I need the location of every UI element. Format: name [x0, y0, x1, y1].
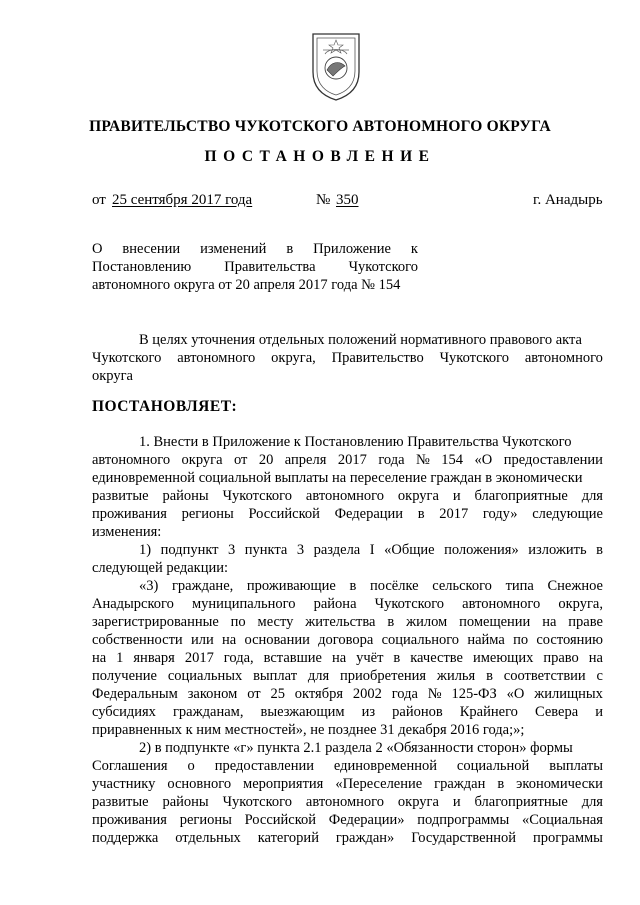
word: Севера	[534, 704, 579, 720]
date-prefix: от	[92, 192, 106, 208]
word: В целях уточнения отдельных положений нормативного правового акта	[139, 332, 582, 348]
word: и	[452, 488, 461, 504]
word: изменения:	[92, 524, 162, 540]
word: 2) в подпункте «г» пункта 2.1 раздела 2 «Обязанности сторон» формы	[139, 740, 573, 756]
word: Чукотского	[222, 488, 292, 504]
word: собственности	[92, 632, 183, 648]
word: предоставлении	[503, 452, 603, 468]
word: социальных	[167, 668, 243, 684]
word: следующей редакции:	[92, 560, 229, 576]
word: Федерации	[334, 506, 404, 522]
word: 1	[116, 650, 124, 666]
word: предоставлении	[214, 758, 314, 774]
word: выплат	[253, 668, 298, 684]
document-subject	[92, 240, 418, 294]
word: 154	[441, 452, 464, 468]
text-line	[92, 505, 603, 523]
word: жилья	[436, 668, 476, 684]
word: учёт	[356, 650, 384, 666]
word: о	[187, 758, 195, 774]
word: по	[513, 632, 529, 648]
word: к	[410, 241, 418, 257]
word: сельского	[432, 578, 492, 594]
text-line	[92, 487, 603, 505]
word: №	[427, 686, 442, 702]
word: Федеральным	[92, 686, 178, 702]
word: «Переселение	[335, 776, 423, 792]
word: с	[596, 668, 603, 684]
word: Снежное	[547, 578, 603, 594]
word: типа	[505, 578, 534, 594]
word: внесении	[122, 241, 181, 257]
document-type: ПОСТАНОВЛЕНИЕ	[204, 148, 436, 165]
text-line	[92, 721, 603, 739]
word: на	[542, 614, 557, 630]
word: 2017	[337, 452, 367, 468]
word: выплаты	[549, 758, 603, 774]
text-line	[92, 559, 603, 577]
word: категорий	[257, 830, 319, 846]
word: районы	[162, 488, 209, 504]
word: апреля	[284, 452, 327, 468]
text-line	[92, 541, 603, 559]
organization-title: ПРАВИТЕЛЬСТВО ЧУКОТСКОГО АВТОНОМНОГО ОКРУГА	[89, 118, 551, 135]
word: 20	[258, 452, 274, 468]
word: округа	[397, 794, 439, 810]
word: социального	[381, 632, 460, 648]
text-line	[92, 811, 603, 829]
word: приравненных к ним местностей», не позднее 31 декабря 2016 года;»;	[92, 722, 525, 738]
text-line	[92, 757, 603, 775]
word: качестве	[410, 650, 463, 666]
text-line	[92, 595, 603, 613]
word: Чукотского	[92, 350, 162, 366]
word: отдельных	[175, 830, 241, 846]
word: пункта	[244, 542, 288, 558]
word: Правительства	[224, 259, 316, 275]
word: зарегистрированные	[92, 614, 219, 630]
word: на	[92, 650, 107, 666]
word: жилом	[406, 614, 448, 630]
word: округа	[92, 368, 133, 384]
word: единовременной	[333, 758, 437, 774]
word: найма	[467, 632, 505, 648]
word: помещении	[459, 614, 531, 630]
word: округа,	[271, 350, 316, 366]
word: Российской	[248, 506, 320, 522]
word: 2017	[184, 650, 214, 666]
word: раздела	[313, 542, 361, 558]
text-line	[92, 577, 603, 595]
word: округа,	[558, 596, 603, 612]
word: подпункт	[160, 542, 219, 558]
word: законом	[187, 686, 238, 702]
word: праве	[568, 614, 603, 630]
word: 3	[228, 542, 236, 558]
text-line	[92, 258, 418, 276]
word: Российской	[244, 812, 317, 828]
word: 1)	[139, 542, 152, 558]
number-prefix: №	[316, 192, 331, 208]
word: благоприятные	[474, 488, 568, 504]
word: граждан	[434, 776, 486, 792]
word: «О	[474, 452, 493, 468]
word: изменений	[200, 241, 267, 257]
word: Чукотского	[222, 794, 292, 810]
word: проживания	[92, 506, 167, 522]
text-line	[92, 469, 603, 487]
word: подпрограммы	[417, 812, 510, 828]
preamble	[92, 331, 603, 385]
word: года	[378, 452, 405, 468]
word: года	[391, 686, 418, 702]
word: и	[452, 794, 461, 810]
word: из	[361, 704, 376, 720]
text-line	[92, 829, 603, 847]
word: 2002	[352, 686, 382, 702]
word: Государственной	[411, 830, 517, 846]
word: года,	[223, 650, 254, 666]
word: благоприятные	[474, 794, 568, 810]
word: приобретения	[340, 668, 427, 684]
document-number: 350	[336, 192, 359, 208]
word: по	[230, 614, 246, 630]
word: автономного	[92, 452, 171, 468]
text-line	[92, 775, 603, 793]
word: Приложение	[313, 241, 391, 257]
word: Федерации»	[328, 812, 405, 828]
word: на	[222, 632, 237, 648]
word: Чукотского	[348, 259, 418, 275]
word: 25	[270, 686, 285, 702]
word: экономически	[516, 776, 603, 792]
word: января	[133, 650, 175, 666]
word: районы	[162, 794, 209, 810]
text-line	[92, 433, 603, 451]
word: граждане,	[171, 578, 234, 594]
word: посёлке	[369, 578, 419, 594]
word: участнику	[92, 776, 156, 792]
word: автономного	[462, 596, 541, 612]
word: социальной	[456, 758, 530, 774]
word: автономного	[524, 350, 603, 366]
word: месту	[257, 614, 294, 630]
text-line	[92, 649, 603, 667]
word: автономного округа от 20 апреля 2017 года № 154	[92, 277, 401, 293]
word: «Общие	[384, 542, 435, 558]
word: 2017	[439, 506, 469, 522]
word: развитые	[92, 488, 149, 504]
word: О	[92, 241, 103, 257]
word: «3)	[139, 578, 159, 594]
word: Постановлению	[92, 259, 192, 275]
text-line	[92, 349, 603, 367]
word: Чукотского	[439, 350, 510, 366]
word: №	[416, 452, 430, 468]
resolution-body	[92, 433, 603, 847]
word: вставшие	[263, 650, 322, 666]
text-line	[92, 685, 603, 703]
word: регионы	[179, 812, 232, 828]
word: Правительство	[331, 350, 424, 366]
word: проживающие	[246, 578, 336, 594]
city: г. Анадырь	[533, 192, 603, 208]
word: мероприятия	[243, 776, 324, 792]
coat-of-arms-emblem	[309, 28, 363, 102]
resolves-heading: ПОСТАНОВЛЯЕТ:	[92, 398, 238, 415]
word: для	[581, 794, 603, 810]
text-line	[92, 276, 418, 294]
word: субсидиях	[92, 704, 156, 720]
word: в	[417, 506, 425, 522]
word: развитые	[92, 794, 149, 810]
word: Анадырского	[92, 596, 174, 612]
word: 125-ФЗ	[451, 686, 497, 702]
word: право	[543, 650, 579, 666]
word: в	[349, 578, 357, 594]
word: от	[247, 686, 261, 702]
word: округа	[397, 488, 439, 504]
word: в	[393, 650, 401, 666]
word: или	[190, 632, 214, 648]
word: положения»	[444, 542, 519, 558]
text-line	[92, 523, 603, 541]
word: соответствии	[503, 668, 586, 684]
text-line	[92, 613, 603, 631]
word: муниципального	[192, 596, 296, 612]
word: 1. Внести в Приложение к Постановлению Правительства Чукотского	[139, 434, 572, 450]
word: регионы	[181, 506, 234, 522]
word: на	[331, 650, 347, 666]
word: основного	[167, 776, 232, 792]
word: гражданам,	[172, 704, 244, 720]
word: выезжающим	[260, 704, 345, 720]
word: граждан»	[335, 830, 395, 846]
word: в	[486, 668, 493, 684]
word: в	[387, 614, 395, 630]
word: основании	[244, 632, 310, 648]
word: Крайнего	[459, 704, 518, 720]
word: «О	[506, 686, 525, 702]
text-line	[92, 331, 603, 349]
word: договора	[318, 632, 374, 648]
word: и	[595, 704, 603, 720]
word: для	[581, 488, 603, 504]
word: проживания	[92, 812, 167, 828]
word: октября	[294, 686, 343, 702]
word: округа	[181, 452, 223, 468]
word: на	[588, 650, 603, 666]
word: жилищных	[534, 686, 603, 702]
word: Соглашения	[92, 758, 168, 774]
word: от	[233, 452, 248, 468]
word: изложить	[528, 542, 587, 558]
word: «Социальная	[521, 812, 603, 828]
text-line	[92, 793, 603, 811]
word: 3	[296, 542, 305, 558]
word: района	[313, 596, 357, 612]
text-line	[92, 667, 603, 685]
word: единовременной социальной выплаты на переселение граждан в экономически	[92, 470, 583, 486]
word: поддержка	[92, 830, 159, 846]
document-date: 25 сентября 2017 года	[112, 192, 253, 208]
text-line	[92, 739, 603, 757]
text-line	[92, 367, 603, 385]
word: программы	[532, 830, 603, 846]
word: автономного	[305, 488, 384, 504]
word: для	[307, 668, 330, 684]
word: автономного	[177, 350, 256, 366]
word: Чукотского	[374, 596, 445, 612]
text-line	[92, 451, 603, 469]
word: следующие	[532, 506, 603, 522]
word: в	[286, 241, 294, 257]
text-line	[92, 703, 603, 721]
word: получение	[92, 668, 157, 684]
word: в	[596, 542, 603, 558]
word: районов	[392, 704, 443, 720]
word: I	[369, 542, 375, 558]
text-line	[92, 631, 603, 649]
word: жительства	[305, 614, 376, 630]
text-line	[92, 240, 418, 258]
word: имеющих	[472, 650, 534, 666]
word: в	[497, 776, 505, 792]
word: состоянию	[536, 632, 603, 648]
word: году»	[482, 506, 518, 522]
word: автономного	[305, 794, 384, 810]
